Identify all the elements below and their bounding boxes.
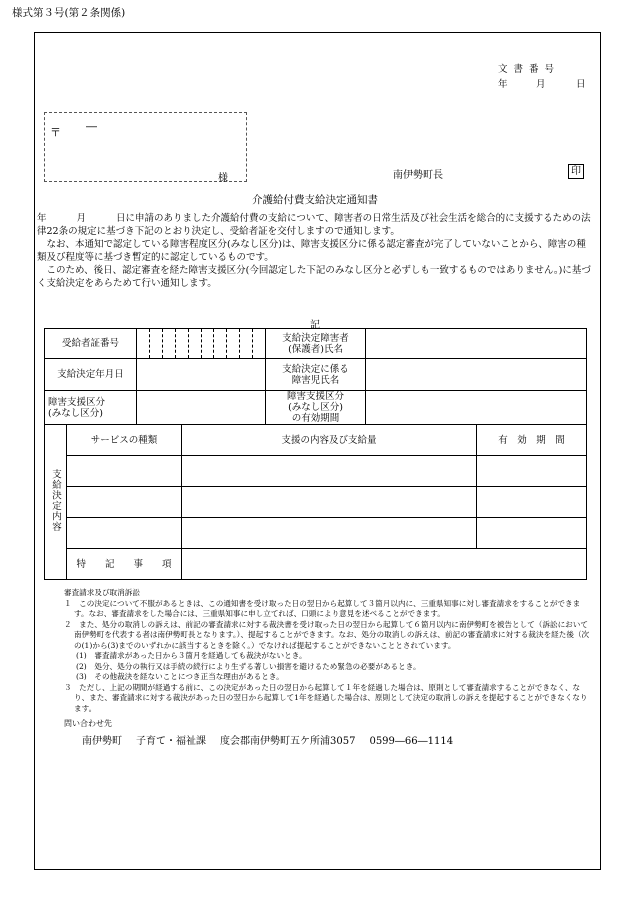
inquiry-label: 問い合わせ先	[64, 719, 112, 728]
appeal-notes	[64, 588, 592, 714]
validity-period-field[interactable]	[366, 391, 587, 425]
service-type-header: サービスの種類	[67, 425, 182, 456]
note-2-item-2: (2) 処分、処分の執行又は手続の続行により生ずる著しい損害を避けるため緊急の必要があるとき。	[76, 661, 421, 671]
note-3: ３ ただし、上記の期間が経過する前に、この決定があった日の翌日から起算して１年を経過した場合は、原則として審査請求することができなく、なり、また、審査請求に対する裁決があった日の翌日から起算して1年を経過した場合は、原則として決定の取消しの訴えを提起することができなくなります。	[64, 682, 588, 713]
support-content-cell[interactable]	[182, 487, 477, 518]
addressee-honorific: 様	[218, 173, 228, 184]
notes-heading: 審査請求及び取消訴訟	[64, 588, 140, 597]
validity-cell[interactable]	[477, 456, 587, 487]
service-type-cell[interactable]	[67, 518, 182, 549]
date-day-label: 日	[576, 79, 586, 90]
special-notes-field[interactable]	[182, 549, 587, 580]
document-date	[498, 76, 586, 90]
inquiry-phone: 0599―66―1114	[369, 736, 454, 747]
decision-date-label: 支給決定年月日	[45, 359, 137, 391]
body-paragraph-3: このため、後日、認定審査を経た障害支援区分(今回認定した下記のみなし区分と必ずしも一致するものではありません。)に基づく支給決定をあらためて行い通知します。	[37, 265, 591, 289]
support-class-label: 障害支援区分 (みなし区分)	[45, 391, 137, 425]
form-caption: 様式第３号(第２条関係)	[12, 7, 126, 19]
recipient-number-label: 受給者証番号	[45, 329, 137, 359]
guardian-name-label: 支給決定障害者 (保護者)氏名	[266, 329, 366, 359]
note-1: １ この決定について不服があるときは、この通知書を受け取った日の翌日から起算して３箇月以内に、三重県知事に対し審査請求をすることができます。なお、審査請求をした場合には、三重県知事に申し立てれば、口頭により意見を述べることができます。	[64, 598, 581, 618]
recipient-number-field[interactable]	[137, 329, 266, 359]
date-month-label: 月	[536, 79, 546, 90]
validity-cell[interactable]	[477, 487, 587, 518]
postal-mark: 〒	[50, 126, 61, 139]
support-class-field[interactable]	[137, 391, 266, 425]
note-2: ２ また、処分の取消しの訴えは、前記の審査請求に対する裁決書を受け取った日の翌日から起算して６箇月以内に南伊勢町を被告として（訴訟において南伊勢町を代表する者は南伊勢町長となります。）、提起することができます。なお、処分の取消しの訴えは、前記の審査請求に対する裁決を経た後（次の(1)から(3)までのいずれかに該当するときを除く。）でなければ提起することができないこととされています。	[64, 619, 590, 650]
support-content-cell[interactable]	[182, 456, 477, 487]
sender-title: 南伊勢町長	[393, 170, 443, 181]
seal-mark: 印	[568, 164, 584, 179]
support-content-header: 支援の内容及び支給量	[182, 425, 477, 456]
decision-content-section-label: 支給決定内容	[45, 425, 67, 580]
validity-header: 有 効 期 間	[477, 425, 587, 456]
body-paragraph-1: 年 月 日に申請のありました介護給付費の支給について、障害者の日常生活及び社会生活を総合的に支援するための法律22条の規定に基づき下記のとおり決定し、受給者証を交付しますので通知します。	[37, 213, 591, 237]
support-content-cell[interactable]	[182, 518, 477, 549]
postal-dash: ―	[86, 120, 97, 133]
body-paragraph-2: なお、本通知で認定している障害程度区分(みなし区分)は、障害支援区分に係る認定審査が完了していないことから、障害の種類及び程度等に基づき暫定的に認定しているものです。	[37, 239, 586, 263]
document-title: 介護給付費支給決定通知書	[252, 194, 378, 206]
decision-date-field[interactable]	[137, 359, 266, 391]
child-name-label: 支給決定に係る 障害児氏名	[266, 359, 366, 391]
date-year-label: 年	[498, 79, 508, 90]
guardian-name-field[interactable]	[366, 329, 587, 359]
inquiry-department: 子育て・福祉課	[136, 736, 206, 747]
note-2-item-1: (1) 審査請求があった日から３箇月を経過しても裁決がないとき。	[76, 651, 307, 660]
validity-cell[interactable]	[477, 518, 587, 549]
inquiry-town: 南伊勢町	[82, 736, 122, 747]
ki-mark: 記	[310, 320, 320, 331]
service-type-cell[interactable]	[67, 456, 182, 487]
body-text	[37, 212, 595, 290]
document-number-label: 文書番号	[498, 64, 561, 75]
validity-period-label: 障害支援区分 (みなし区分) の有効期間	[266, 391, 366, 425]
service-type-cell[interactable]	[67, 487, 182, 518]
decision-table	[44, 328, 587, 580]
note-2-item-3: (3) その他裁決を経ないことにつき正当な理由があるとき。	[76, 672, 284, 681]
special-notes-label: 特 記 事 項	[67, 549, 182, 580]
inquiry-contact	[82, 732, 467, 747]
address-box	[44, 112, 247, 182]
child-name-field[interactable]	[366, 359, 587, 391]
inquiry-address: 度会郡南伊勢町五ケ所浦3057	[220, 736, 356, 747]
